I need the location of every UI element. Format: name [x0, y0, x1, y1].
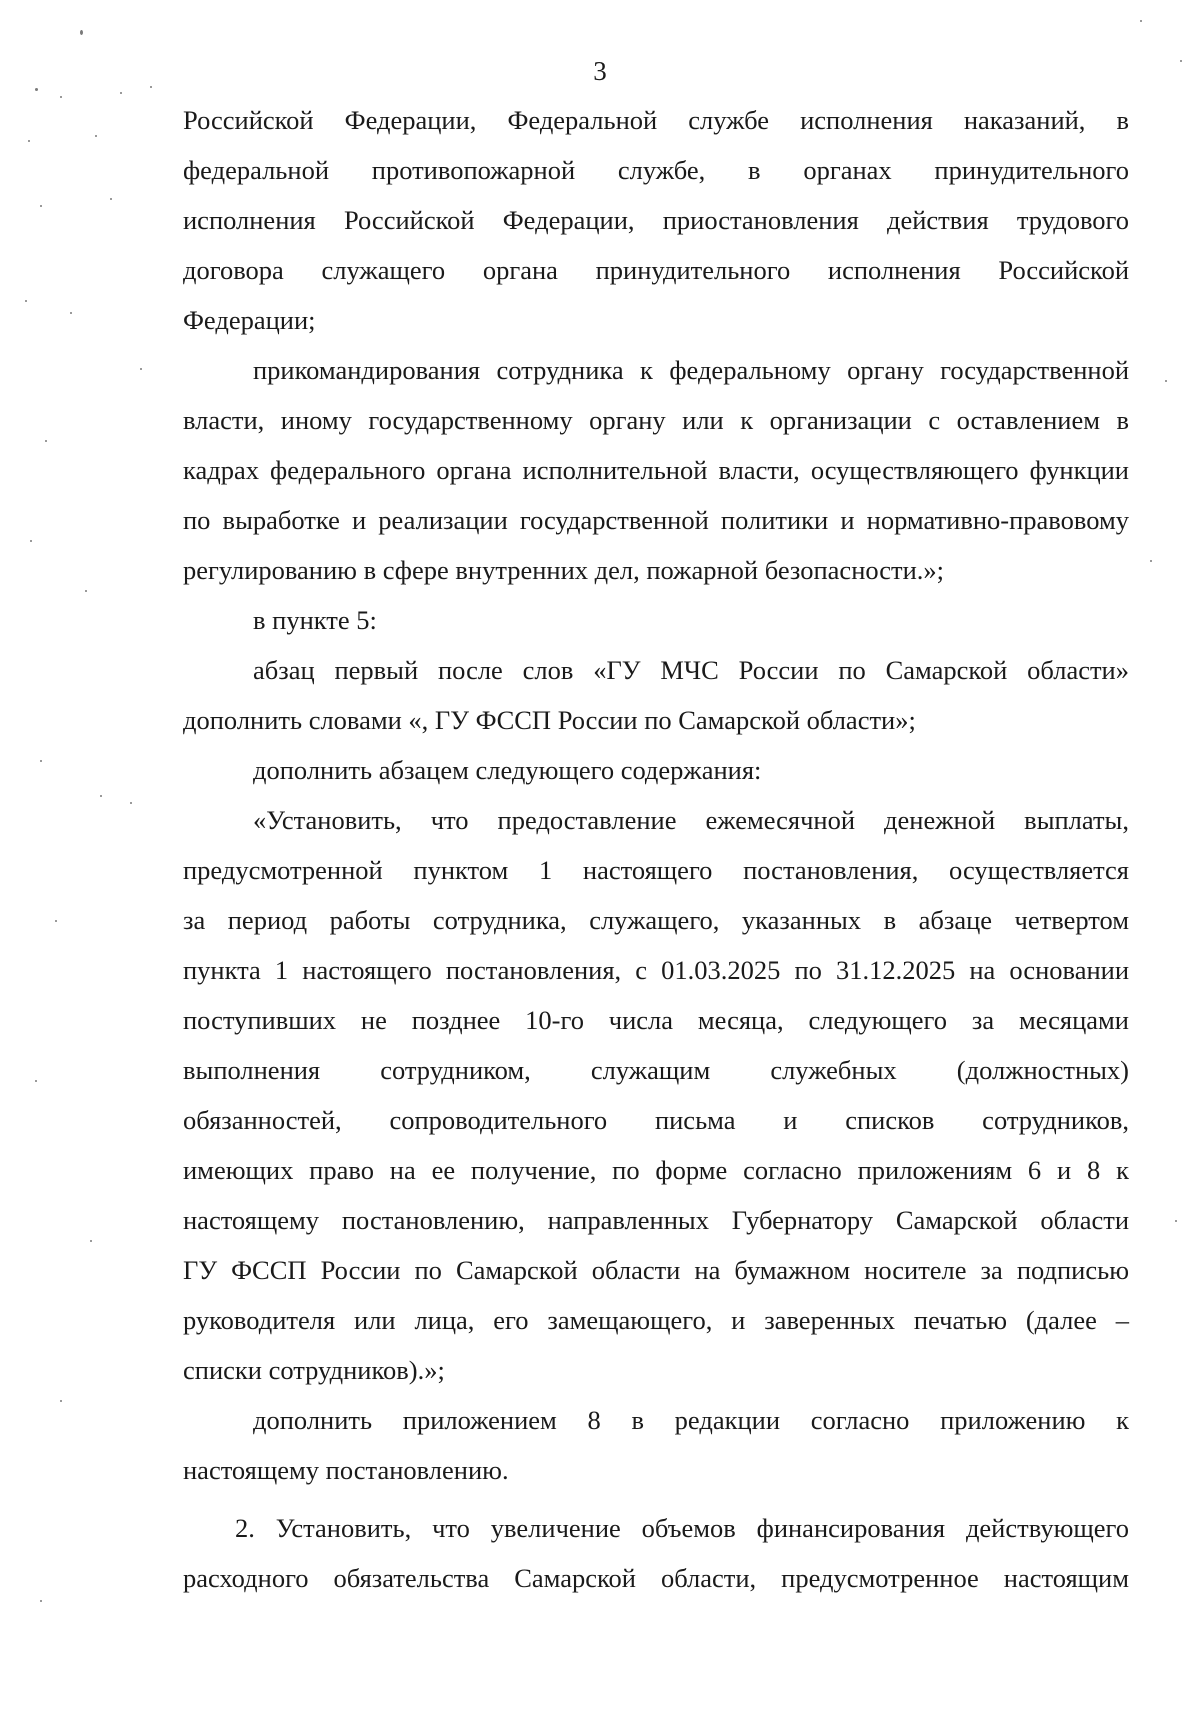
scan-speck [85, 590, 87, 592]
scan-speck [40, 205, 42, 207]
paragraph-first-line: в пункте 5: [253, 605, 377, 635]
text-line: Российской Федерации, Федеральной службе исполнения наказаний, в [183, 105, 1129, 135]
scan-speck [30, 540, 32, 542]
text-line: федеральной противопожарной службе, в органах принудительного [183, 155, 1129, 185]
scan-speck [40, 1600, 42, 1602]
scan-speck [150, 86, 152, 88]
text-line: поступивших не позднее 10-го числа месяца, следующего за месяцами [183, 1005, 1129, 1035]
scan-speck [120, 92, 122, 94]
scan-speck [1175, 1220, 1177, 1222]
scan-speck [80, 30, 83, 35]
scan-speck [35, 1080, 37, 1082]
scan-speck [70, 312, 72, 314]
paragraph-first-line: дополнить приложением 8 в редакции согласно приложению к [253, 1405, 1129, 1435]
document-body [183, 95, 1129, 1603]
scan-speck [90, 1240, 92, 1242]
text-line: регулированию в сфере внутренних дел, пожарной безопасности.»; [183, 555, 945, 585]
scan-speck [130, 802, 132, 804]
text-line: расходного обязательства Самарской области, предусмотренное настоящим [183, 1563, 1129, 1593]
text-line: Федерации; [183, 305, 316, 335]
scan-speck [28, 140, 30, 142]
text-line: власти, иному государственному органу или к организации с оставлением в [183, 405, 1129, 435]
text-line: настоящему постановлению, направленных Губернатору Самарской области [183, 1205, 1129, 1235]
paragraph-first-line: абзац первый после слов «ГУ МЧС России по Самарской области» [253, 655, 1129, 685]
scan-speck [40, 760, 42, 762]
text-line: настоящему постановлению. [183, 1455, 509, 1485]
scan-speck [1165, 380, 1167, 382]
scan-speck [1180, 60, 1182, 62]
scan-speck [25, 300, 27, 302]
scan-speck [60, 1400, 62, 1402]
scan-speck [95, 135, 97, 137]
scan-speck [140, 368, 142, 370]
page-number: 3 [593, 56, 607, 86]
text-line: за период работы сотрудника, служащего, указанных в абзаце четвертом [183, 905, 1129, 935]
paragraph-first-line: «Установить, что предоставление ежемесячной денежной выплаты, [253, 805, 1129, 835]
paragraph-first-line: дополнить абзацем следующего содержания: [253, 755, 762, 785]
paragraph-first-line: прикомандирования сотрудника к федеральному органу государственной [253, 355, 1129, 385]
scan-speck [55, 920, 57, 922]
text-line: обязанностей, сопроводительного письма и списков сотрудников, [183, 1105, 1129, 1135]
text-line: выполнения сотрудником, служащим служебных (должностных) [183, 1055, 1129, 1085]
text-line: дополнить словами «, ГУ ФССП России по Самарской области»; [183, 705, 916, 735]
text-line: по выработке и реализации государственной политики и нормативно-правовому [183, 505, 1129, 535]
text-line: списки сотрудников).»; [183, 1355, 445, 1385]
scan-speck [100, 795, 102, 797]
text-line: кадрах федерального органа исполнительной власти, осуществляющего функции [183, 455, 1129, 485]
text-line: исполнения Российской Федерации, приостановления действия трудового [183, 205, 1129, 235]
paragraph-first-line: 2. Установить, что увеличение объемов финансирования действующего [235, 1513, 1129, 1543]
text-line: руководителя или лица, его замещающего, и заверенных печатью (далее – [183, 1305, 1129, 1335]
scan-speck [45, 440, 47, 442]
text-line: ГУ ФССП России по Самарской области на бумажном носителе за подписью [183, 1255, 1129, 1285]
text-line: договора служащего органа принудительного исполнения Российской [183, 255, 1129, 285]
scan-speck [110, 198, 112, 200]
text-line: имеющих право на ее получение, по форме согласно приложениям 6 и 8 к [183, 1155, 1129, 1185]
scan-speck [35, 88, 38, 91]
scan-speck [60, 96, 62, 98]
scan-speck [1150, 560, 1152, 562]
scan-speck [1140, 20, 1142, 22]
text-line: пункта 1 настоящего постановления, с 01.03.2025 по 31.12.2025 на основании [183, 955, 1129, 985]
text-line: предусмотренной пунктом 1 настоящего постановления, осуществляется [183, 855, 1129, 885]
